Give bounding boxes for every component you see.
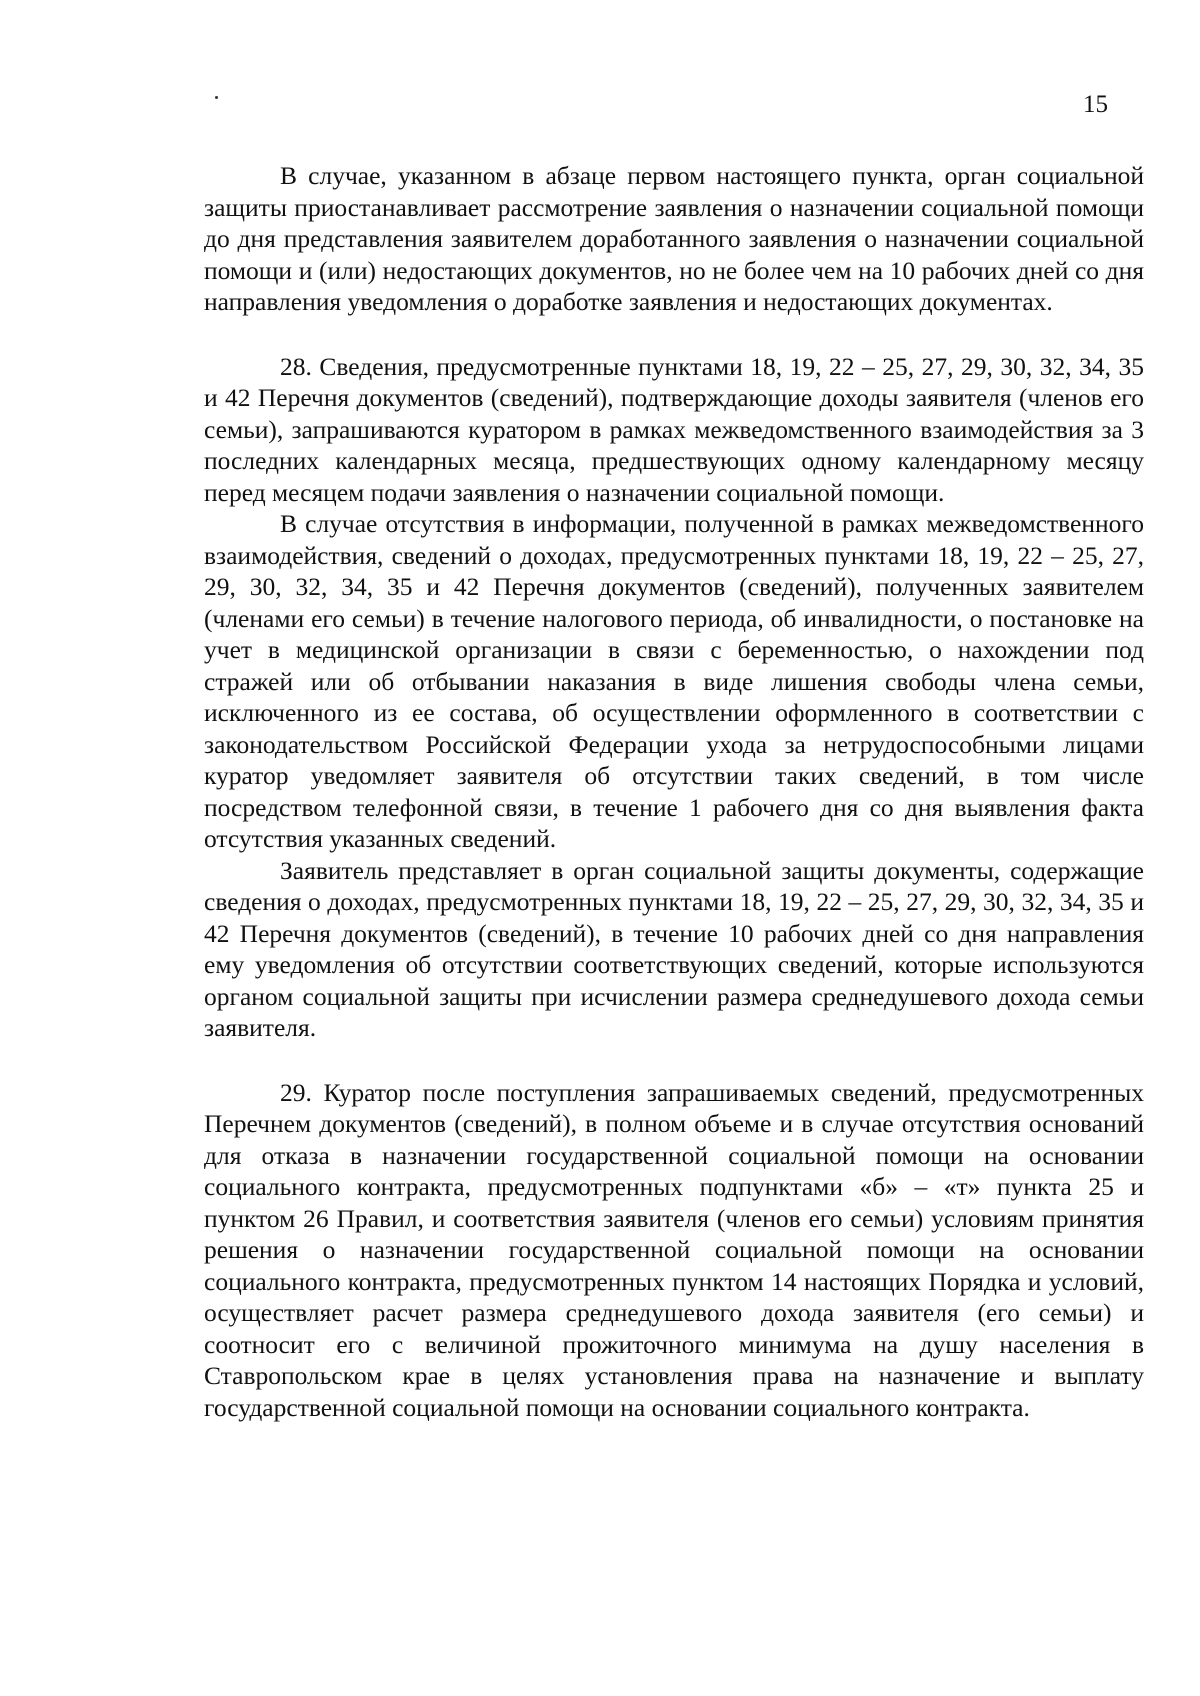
paragraph-suspension: В случае, указанном в абзаце первом настоящего пункта, орган социальной защиты приостанавливает рассмотрение заявления о назначении социальной помощи до дня представления заявителем доработанного заявления о назначении социальной помощи и (или) недостающих документов, но не более чем на 10 рабочих дней со дня направления уведомления о доработке заявления и недостающих документах.	[204, 161, 1144, 316]
document-body	[204, 160, 1144, 1423]
paragraph-item-28: 28. Сведения, предусмотренные пунктами 18, 19, 22 – 25, 27, 29, 30, 32, 34, 35 и 42 Перечня документов (сведений), подтверждающие доходы заявителя (членов его семьи), запрашиваются куратором в рамках межведомственного взаимодействия за 3 последних календарных месяца, предшествующих одному календарному месяцу перед месяцем подачи заявления о назначении социальной помощи.	[204, 351, 1144, 507]
paragraph-item-29: 29. Куратор после поступления запрашиваемых сведений, предусмотренных Перечнем документов (сведений), в полном объеме и в случае отсутствия оснований для отказа в назначении государственной социальной помощи на основании социального контракта, предусмотренных подпунктами «б» – «т» пункта 25 и пунктом 26 Правил, и соответствия заявителя (членов его семьи) условиям принятия решения о назначении государственной социальной помощи на основании социального контракта, предусмотренных пунктом 14 настоящих Порядка и условий, осуществляет расчет размера среднедушевого дохода заявителя (его семьи) и соотносит его с величиной прожиточного минимума на душу населения в Ставропольском крае в целях установления права на назначение и выплату государственной социальной помощи на основании социального контракта.	[204, 1077, 1144, 1422]
page-number: 15	[1083, 91, 1108, 118]
paragraph-missing-information: В случае отсутствия в информации, полученной в рамках межведомственного взаимодействия, сведений о доходах, предусмотренных пунктами 18, 19, 22 – 25, 27, 29, 30, 32, 34, 35 и 42 Перечня документов (сведений), полученных заявителем (членами его семьи) в течение налогового периода, об инвалидности, о постановке на учет в медицинской организации в связи с беременностью, о нахождении под стражей или об отбывании наказания в виде лишения свободы члена семьи, исключенного из ее состава, об осуществлении оформленного в соответствии с законодательством Российской Федерации ухода за нетрудоспособными лицами куратор уведомляет заявителя об отсутствии таких сведений, в том числе посредством телефонной связи, в течение 1 рабочего дня со дня выявления факта отсутствия указанных сведений.	[204, 509, 1144, 853]
paragraph-applicant-documents: Заявитель представляет в орган социальной защиты документы, содержащие сведения о доходах, предусмотренных пунктами 18, 19, 22 – 25, 27, 29, 30, 32, 34, 35 и 42 Перечня документов (сведений), в течение 10 рабочих дней со дня направления ему уведомления об отсутствии соответствующих сведений, которые используются органом социальной защиты при исчислении размера среднедушевого дохода семьи заявителя.	[204, 855, 1144, 1042]
scan-speck	[215, 96, 218, 99]
